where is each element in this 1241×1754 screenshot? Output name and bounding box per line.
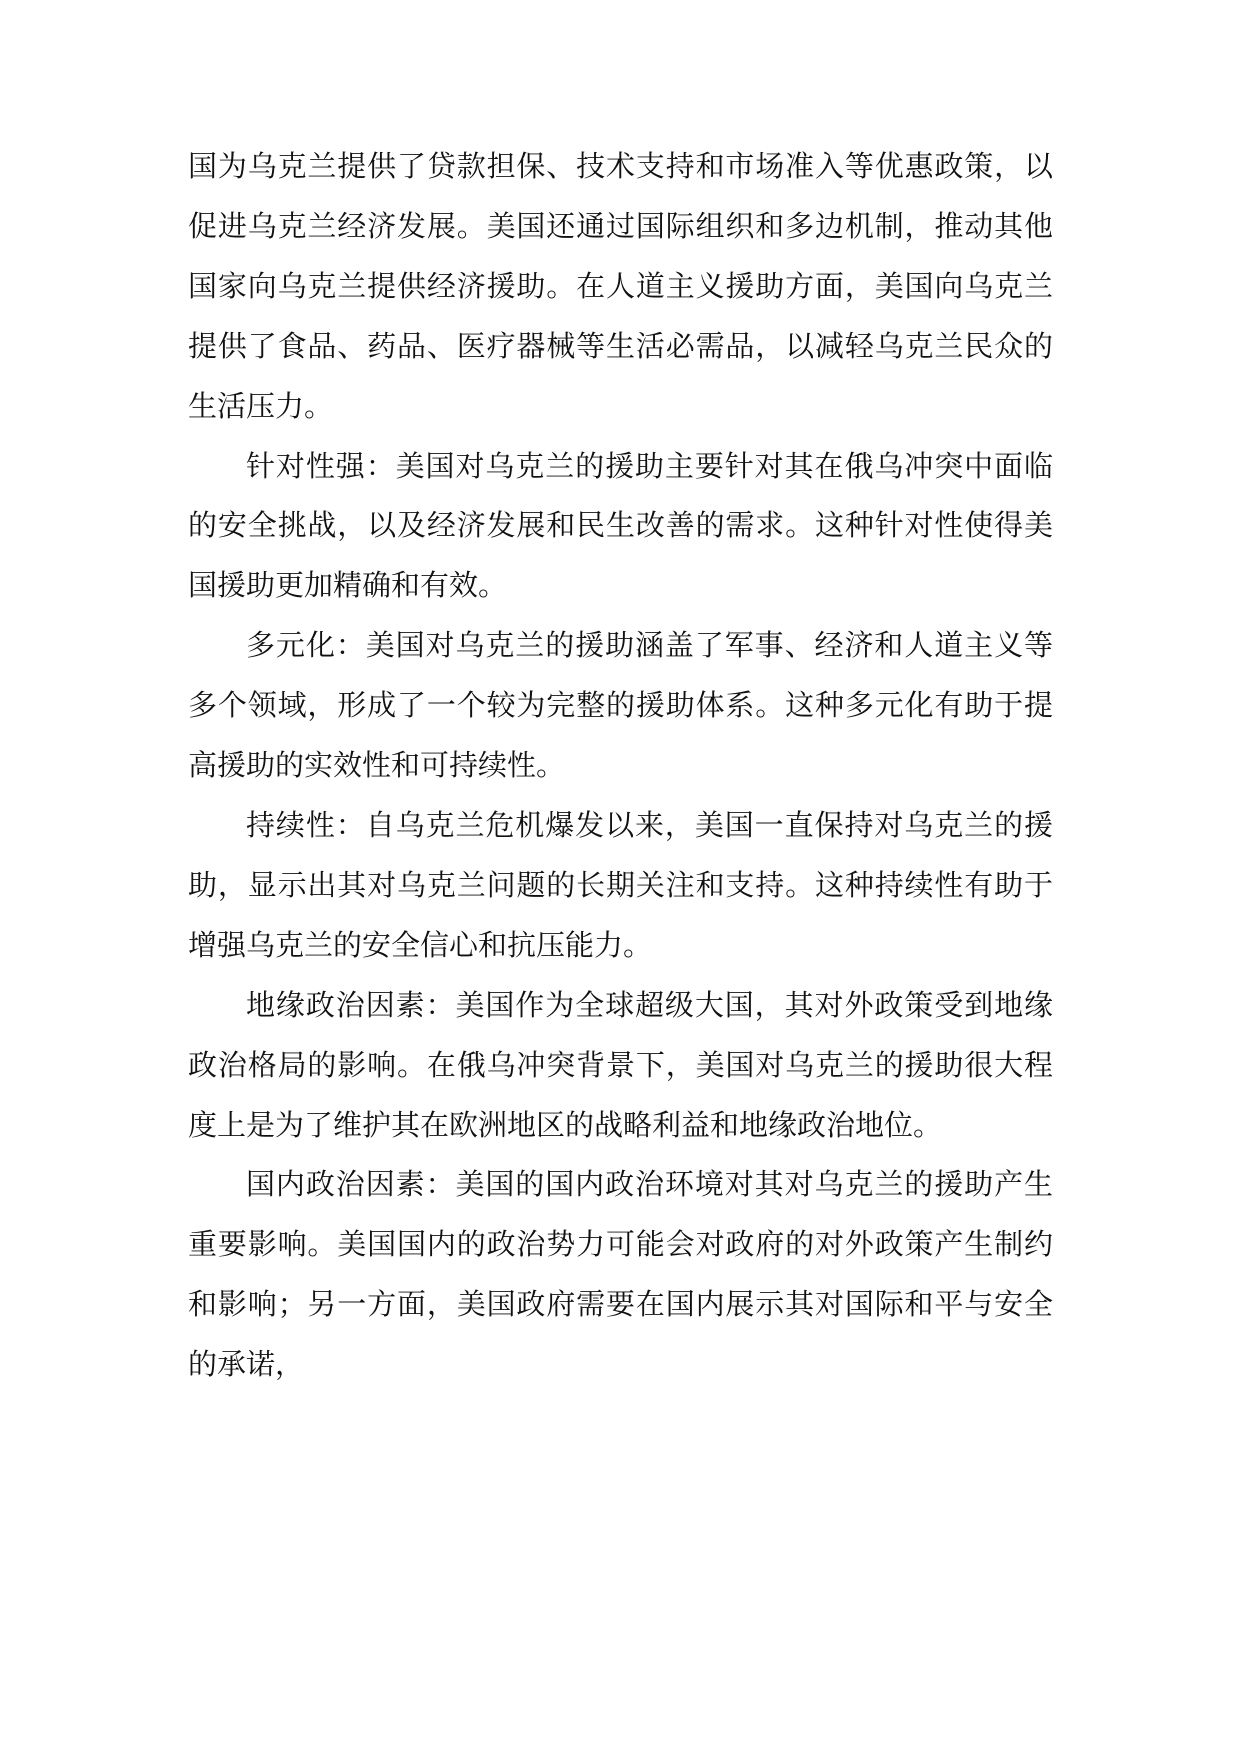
paragraph-1: 国为乌克兰提供了贷款担保、技术支持和市场准入等优惠政策，以促进乌克兰经济发展。美国还通过国际组织和多边机制，推动其他国家向乌克兰提供经济援助。在人道主义援助方面，美国向乌克兰提供了食品、药品、医疗器械等生活必需品，以减轻乌克兰民众的生活压力。: [188, 149, 1053, 423]
paragraph-3: 多元化：美国对乌克兰的援助涵盖了军事、经济和人道主义等多个领域，形成了一个较为完整的援助体系。这种多元化有助于提高援助的实效性和可持续性。: [188, 628, 1053, 783]
document-body: [188, 137, 1053, 1395]
paragraph-6: 国内政治因素：美国的国内政治环境对其对乌克兰的援助产生重要影响。美国国内的政治势力可能会对政府的对外政策产生制约和影响；另一方面，美国政府需要在国内展示其对国际和平与安全的承诺，: [188, 1167, 1053, 1382]
paragraph-5: 地缘政治因素：美国作为全球超级大国，其对外政策受到地缘政治格局的影响。在俄乌冲突背景下，美国对乌克兰的援助很大程度上是为了维护其在欧洲地区的战略利益和地缘政治地位。: [188, 987, 1053, 1142]
paragraph-2: 针对性强：美国对乌克兰的援助主要针对其在俄乌冲突中面临的安全挑战，以及经济发展和民生改善的需求。这种针对性使得美国援助更加精确和有效。: [188, 448, 1053, 603]
paragraph-4: 持续性：自乌克兰危机爆发以来，美国一直保持对乌克兰的援助，显示出其对乌克兰问题的长期关注和支持。这种持续性有助于增强乌克兰的安全信心和抗压能力。: [188, 807, 1053, 962]
